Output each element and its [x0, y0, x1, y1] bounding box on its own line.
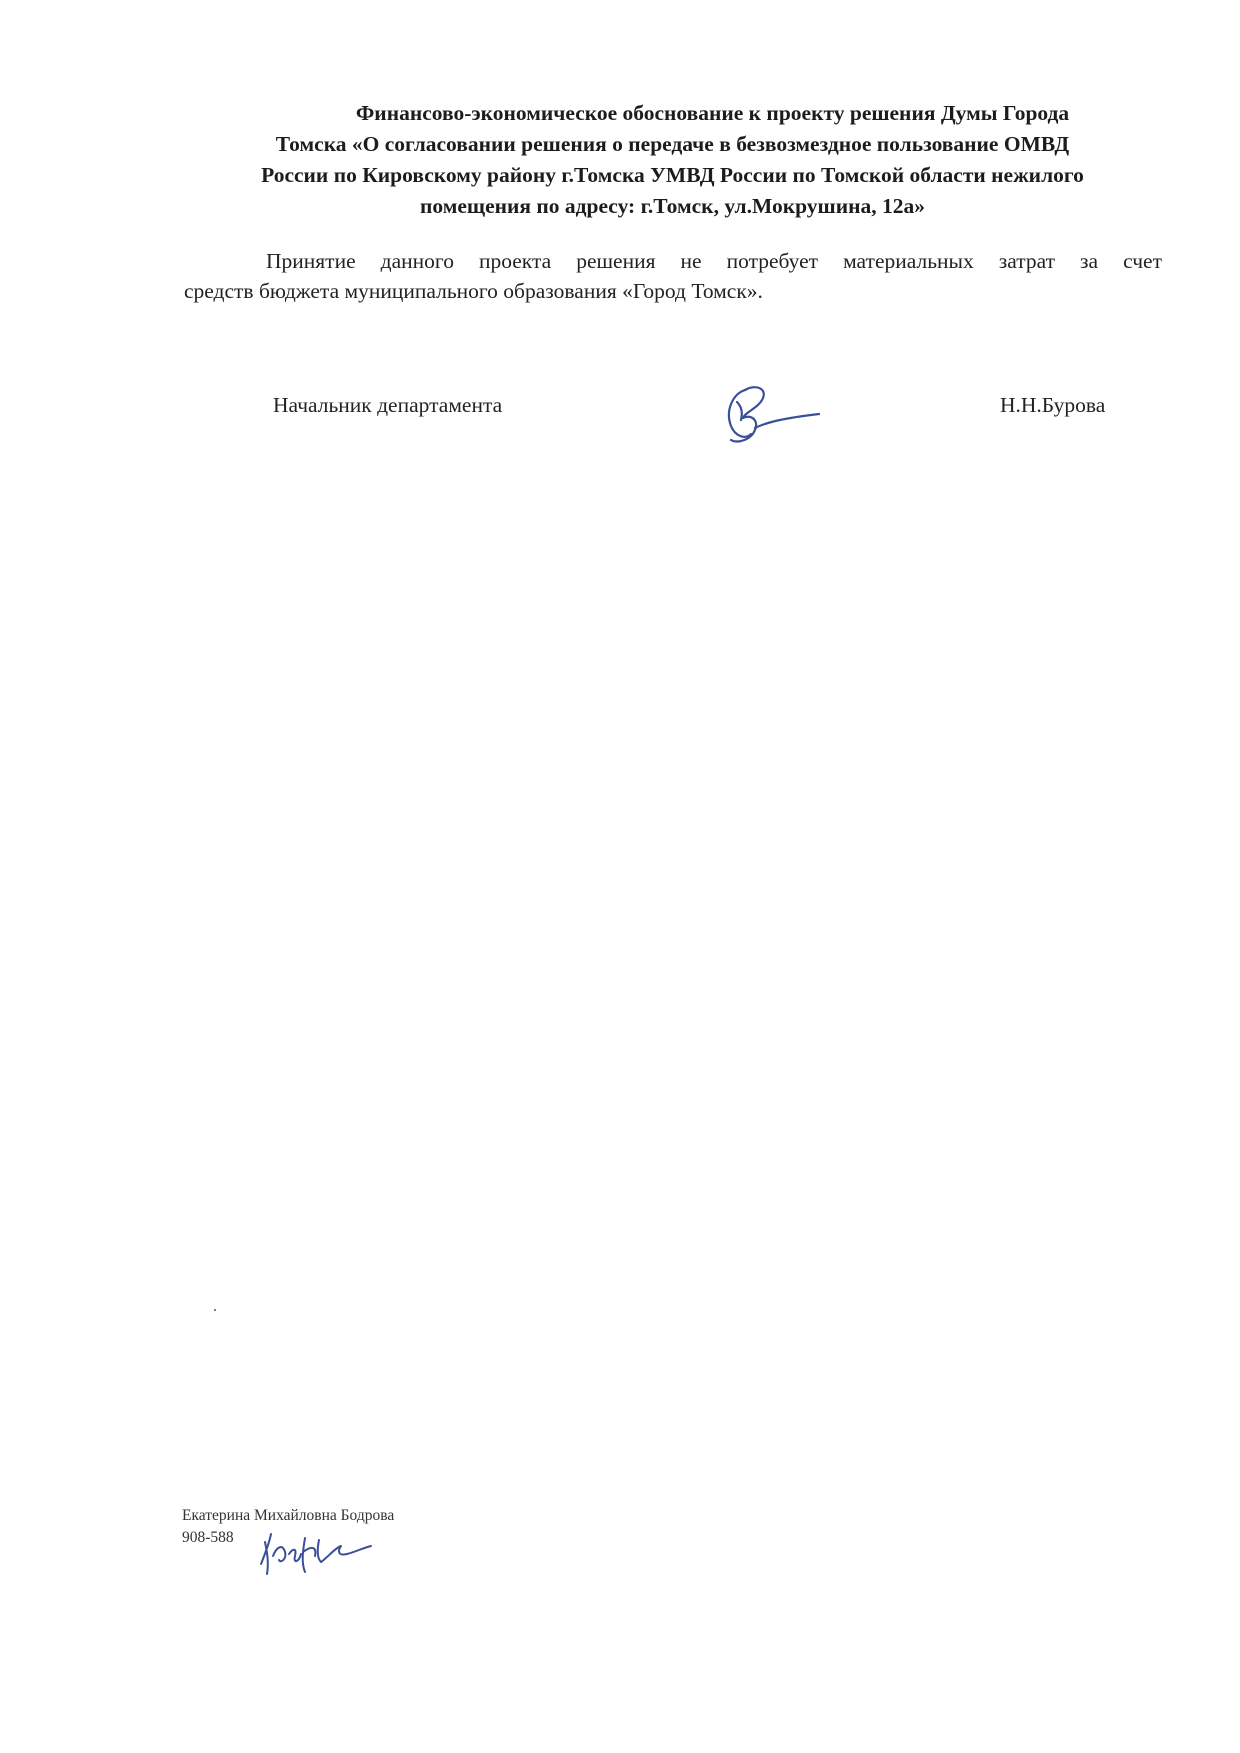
scan-speck: [214, 1309, 216, 1311]
title-line: Томска «О согласовании решения о передаче в безвозмездное пользование ОМВД: [275, 132, 1070, 156]
signatory-position: Начальник департамента: [273, 393, 503, 417]
title-line: Финансово-экономическое обоснование к проекту решения Думы Города: [355, 101, 1070, 125]
title-line: России по Кировскому району г.Томска УМВД России по Томской области нежилого: [261, 163, 1084, 187]
body-line: Принятие данного проекта решения не потребует материальных затрат за счет: [266, 249, 1162, 273]
document-title: [180, 98, 1165, 222]
signatory-name: Н.Н.Бурова: [1000, 393, 1106, 417]
executor-phone: 908-588: [182, 1529, 234, 1546]
executor-signature: [255, 1528, 375, 1580]
body-paragraph: [184, 246, 1162, 306]
signature-row: [0, 390, 1240, 450]
title-line: помещения по адресу: г.Томск, ул.Мокрушина, 12а»: [420, 194, 925, 218]
body-line: средств бюджета муниципального образования «Город Томск».: [184, 279, 763, 303]
handwritten-signature: [715, 382, 825, 452]
executor-name: Екатерина Михайловна Бодрова: [182, 1507, 395, 1524]
